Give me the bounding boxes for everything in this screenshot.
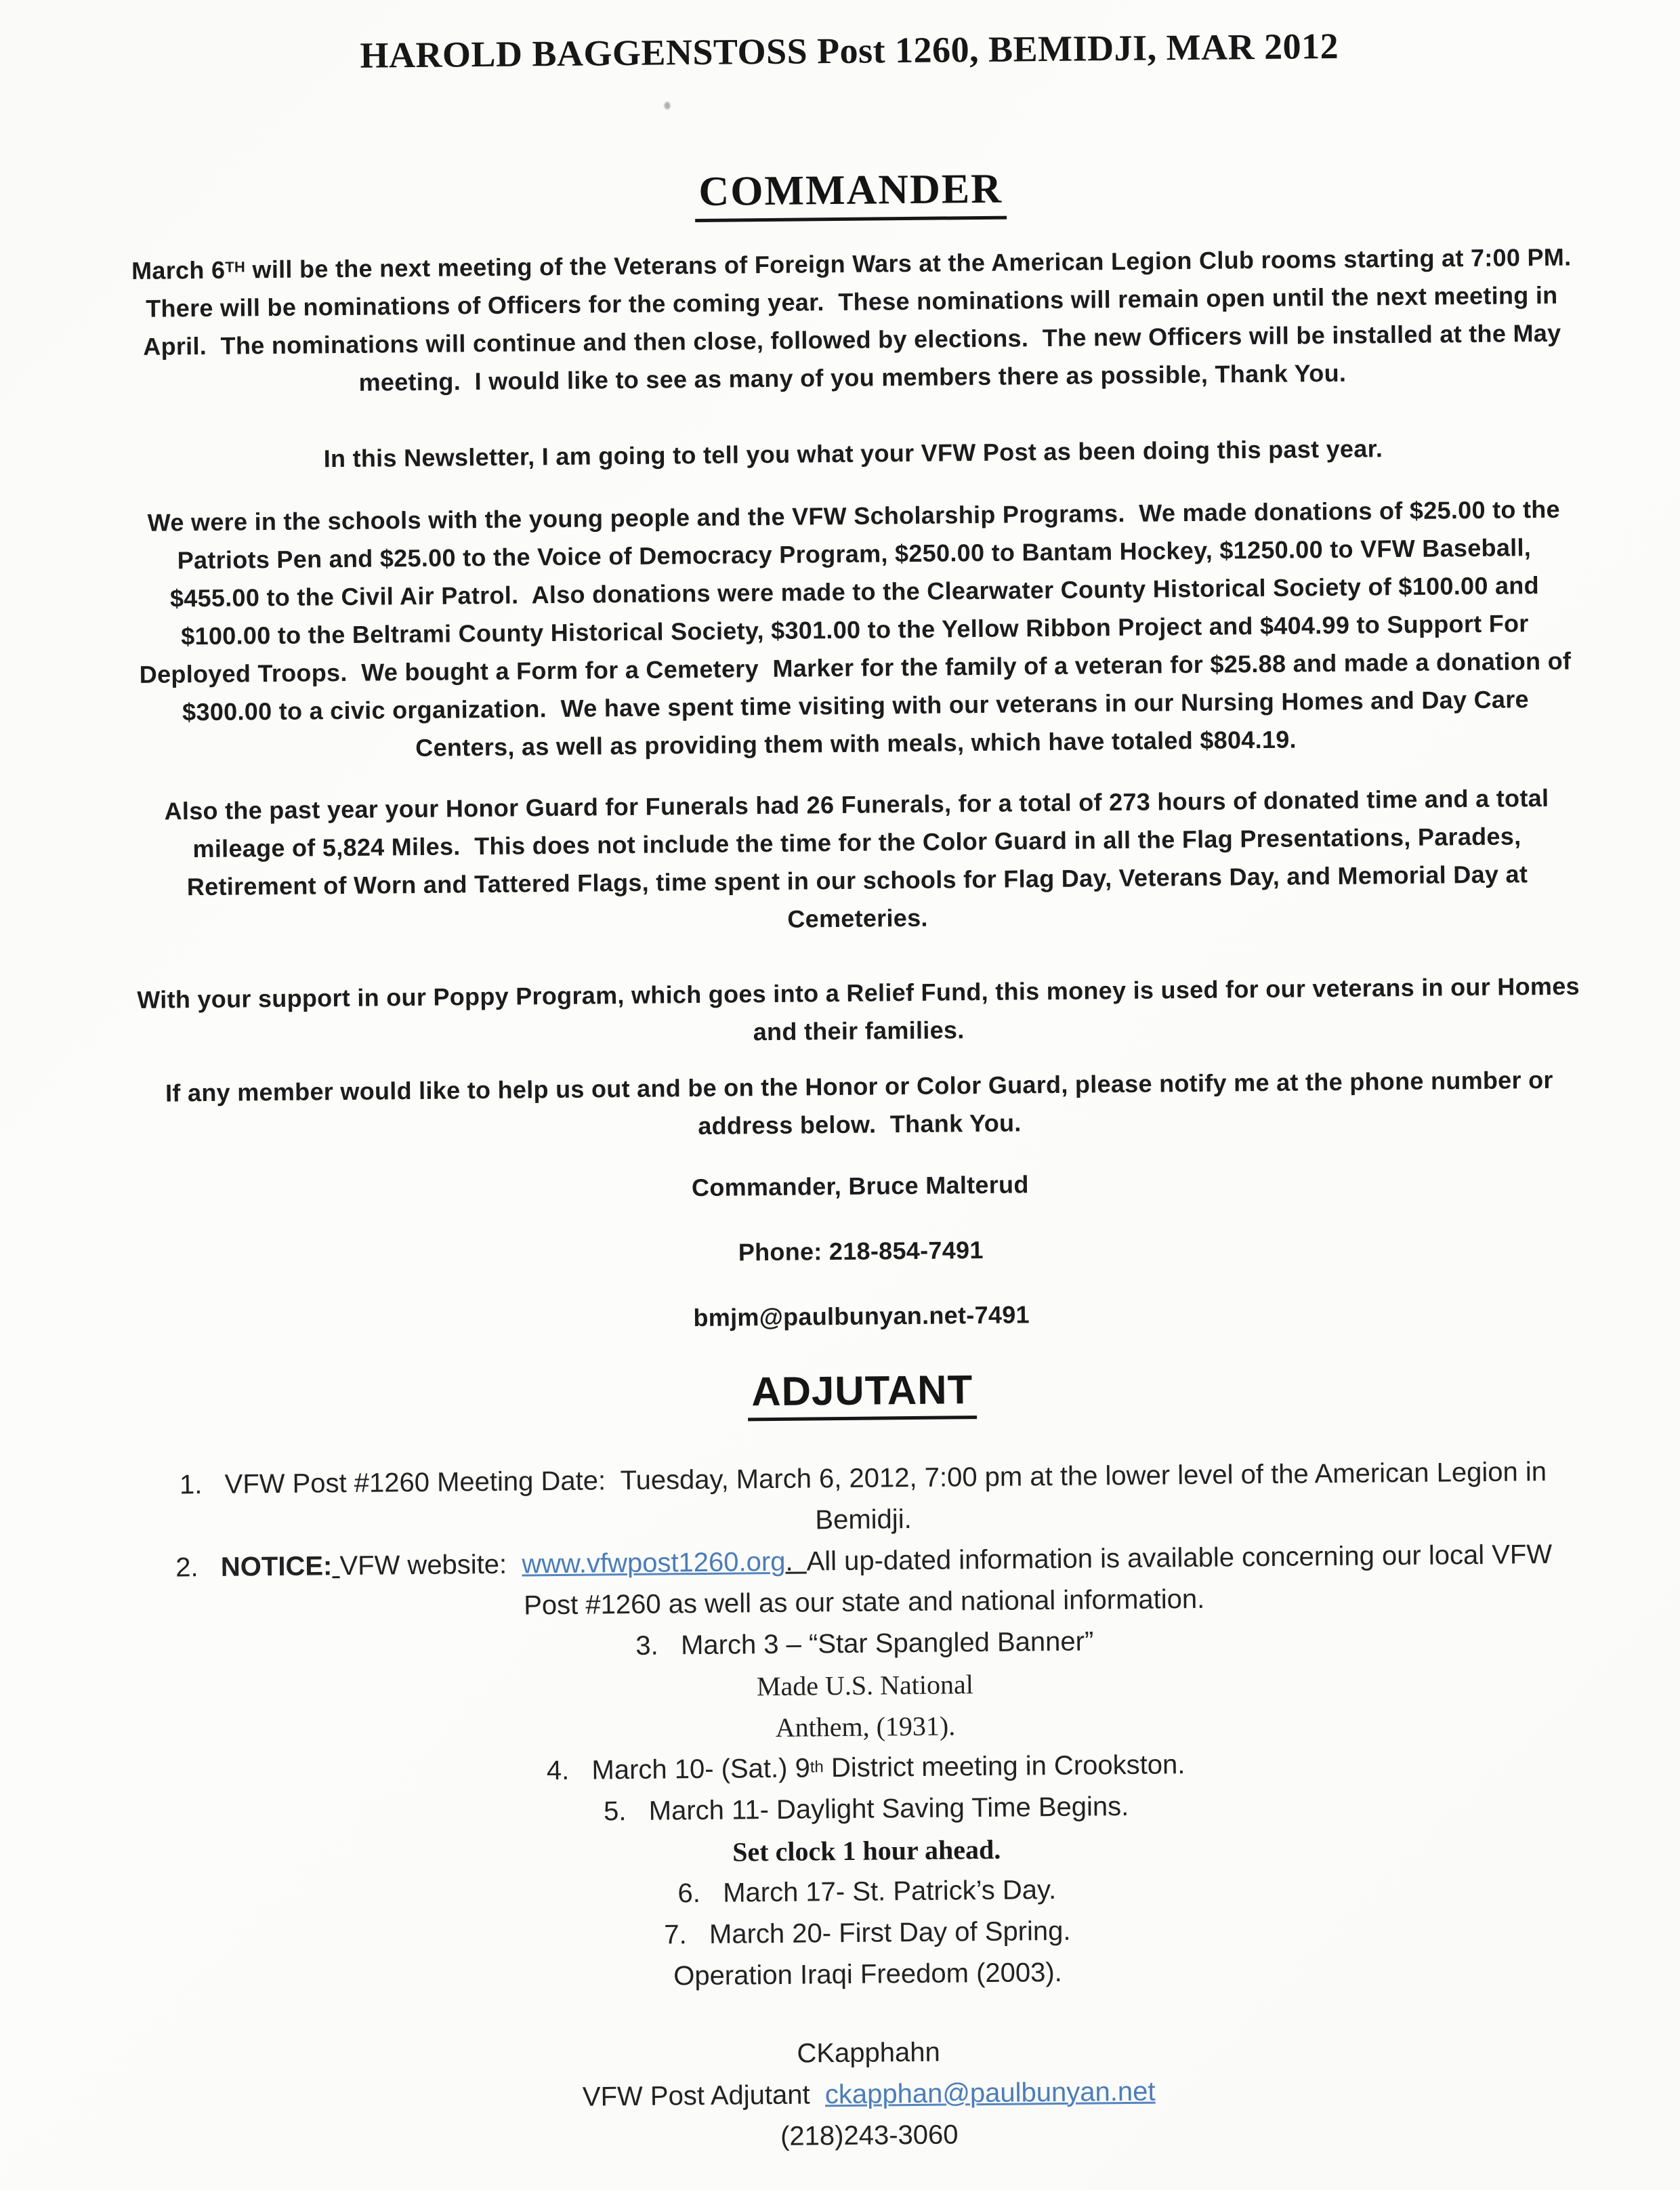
paragraph-line: With your support in our Poppy Program, which goes into a Relief Fund, this money is used for our veterans in our Homes bbox=[137, 972, 1580, 1014]
paragraph-line: Cemeteries. bbox=[787, 903, 928, 933]
paragraph-line: $455.00 to the Civil Air Patrol. Also donations were made to the Clearwater County Historical Society of $100.00 and bbox=[169, 571, 1540, 613]
paragraph-text: March 6 bbox=[131, 255, 226, 285]
paragraph-text: will be the next meeting of the Veterans of Foreign Wars at the American Legion Club rooms starting at 7:00 PM. bbox=[245, 243, 1572, 284]
paragraph-line: address below. Thank You. bbox=[698, 1109, 1022, 1140]
commander-paragraph-meeting bbox=[34, 237, 1671, 405]
commander-paragraph-poppy-program bbox=[41, 966, 1677, 1058]
list-item-line: Bemidji. bbox=[815, 1504, 912, 1535]
vfw-website-link[interactable]: www.vfwpost1260.org bbox=[522, 1546, 786, 1579]
commander-phone bbox=[43, 1229, 1679, 1273]
paragraph-line: We were in the schools with the young people and the VFW Scholarship Programs. We made donations of $25.00 to the bbox=[147, 495, 1561, 537]
page-title-text: HAROLD BAGGENSTOSS Post 1260, BEMIDJI, MAR 2012 bbox=[360, 25, 1339, 76]
commander-paragraph-newsletter-intro bbox=[35, 427, 1671, 480]
superscript-th: TH bbox=[225, 258, 246, 276]
paragraph-line: $100.00 to the Beltrami County Historical Society, $301.00 to the Yellow Ribbon Project and $404.99 to Support For bbox=[181, 609, 1529, 650]
commander-paragraph-honor-guard bbox=[39, 778, 1675, 945]
commander-paragraph-volunteer-request bbox=[41, 1060, 1677, 1151]
commander-email-text: bmjm@paulbunyan.net-7491 bbox=[693, 1300, 1030, 1332]
scan-speck bbox=[664, 102, 670, 109]
commander-phone-text: Phone: 218-854-7491 bbox=[738, 1235, 984, 1266]
paragraph-line: April. The nominations will continue and then close, followed by elections. The new Officers will be installed at the May bbox=[143, 318, 1561, 360]
list-item-text: All up-dated information is available concerning our local VFW bbox=[806, 1539, 1553, 1577]
list-item-number: 2. bbox=[175, 1552, 222, 1583]
list-item-line: Anthem, (1931). bbox=[775, 1710, 956, 1743]
commander-signature-text: Commander, Bruce Malterud bbox=[691, 1170, 1029, 1202]
adjutant-role-text: VFW Post Adjutant bbox=[582, 2080, 826, 2112]
adjutant-email-link[interactable]: ckapphan@paulbunyan.net bbox=[824, 2076, 1156, 2110]
paragraph-line: There will be nominations of Officers for the coming year. These nominations will remain open until the next meeting in bbox=[146, 281, 1558, 323]
page-title bbox=[32, 22, 1667, 79]
list-item-text: District meeting in Crookston. bbox=[823, 1750, 1185, 1783]
paragraph-line: Deployed Troops. We bought a Form for a Cemetery Marker for the family of a veteran for $25.88 and made a donation of bbox=[139, 646, 1572, 688]
commander-email bbox=[44, 1294, 1679, 1338]
commander-heading-text: COMMANDER bbox=[694, 165, 1007, 222]
paragraph-line: Centers, as well as providing them with meals, which have totaled $804.19. bbox=[415, 725, 1297, 762]
adjutant-heading-text: ADJUTANT bbox=[747, 1366, 978, 1421]
commander-signature bbox=[43, 1164, 1678, 1208]
adjutant-phone-text: (218)243-3060 bbox=[780, 2120, 959, 2151]
list-item-line: 6. March 17- St. Patrick’s Day. bbox=[677, 1874, 1057, 1909]
list-item-line: 1. VFW Post #1260 Meeting Date: Tuesday, March 6, 2012, 7:00 pm at the lower level of the American Legion in bbox=[179, 1457, 1547, 1500]
list-item-line: 7. March 20- First Day of Spring. bbox=[664, 1916, 1071, 1950]
paragraph-line: Also the past year your Honor Guard for Funerals had 26 Funerals, for a total of 273 hours of donated time and a total bbox=[164, 783, 1549, 825]
list-item-line: 3. March 3 – “Star Spangled Banner” bbox=[635, 1626, 1094, 1661]
paragraph-line: $300.00 to a civic organization. We have spent time visiting with our veterans in our Nursing Homes and Day Care bbox=[182, 685, 1530, 726]
adjutant-item-1 bbox=[45, 1450, 1680, 1548]
adjutant-name-text: CKapphahn bbox=[797, 2037, 940, 2069]
adjutant-section-heading bbox=[44, 1359, 1680, 1428]
underscore-mark bbox=[332, 1551, 340, 1581]
operation-note-text: Operation Iraqi Freedom (2003). bbox=[673, 1957, 1063, 1991]
list-item-line: Made U.S. National bbox=[756, 1669, 974, 1702]
paragraph-line: In this Newsletter, I am going to tell you what your VFW Post as been doing this past year. bbox=[323, 434, 1383, 473]
list-item-line: Post #1260 as well as our state and national information. bbox=[524, 1584, 1205, 1621]
paragraph-line: Patriots Pen and $25.00 to the Voice of Democracy Program, $250.00 to Bantam Hockey, $1250.00 to VFW Baseball, bbox=[177, 533, 1532, 575]
paragraph-line: If any member would like to help us out and be on the Honor or Color Guard, please notify me at the phone number or bbox=[165, 1065, 1553, 1107]
commander-paragraph-donations bbox=[36, 489, 1674, 770]
adjutant-item-2 bbox=[46, 1533, 1680, 1631]
list-item-text: 4. March 10- (Sat.) 9 bbox=[546, 1753, 811, 1786]
paragraph-line: mileage of 5,824 Miles. This does not include the time for the Color Guard in all the Flag Presentations, Parades, bbox=[192, 822, 1521, 863]
paragraph-line: Retirement of Worn and Tattered Flags, time spent in our schools for Flag Day, Veterans Day, and Memorial Day at bbox=[186, 860, 1528, 901]
paragraph-line: meeting. I would like to see as many of you members there as possible, Thank You. bbox=[358, 358, 1347, 396]
adjutant-item-3 bbox=[47, 1615, 1680, 1755]
list-item-line: 5. March 11- Daylight Saving Time Begins. bbox=[603, 1791, 1129, 1827]
set-clock-text: Set clock 1 hour ahead. bbox=[732, 1834, 1001, 1867]
underline-after-link: . bbox=[785, 1546, 807, 1577]
paragraph-line: and their families. bbox=[753, 1016, 965, 1046]
superscript-th: th bbox=[810, 1758, 824, 1777]
list-item-text: VFW website: bbox=[339, 1549, 522, 1582]
commander-section-heading bbox=[33, 159, 1668, 228]
notice-label: NOTICE: bbox=[220, 1551, 333, 1582]
